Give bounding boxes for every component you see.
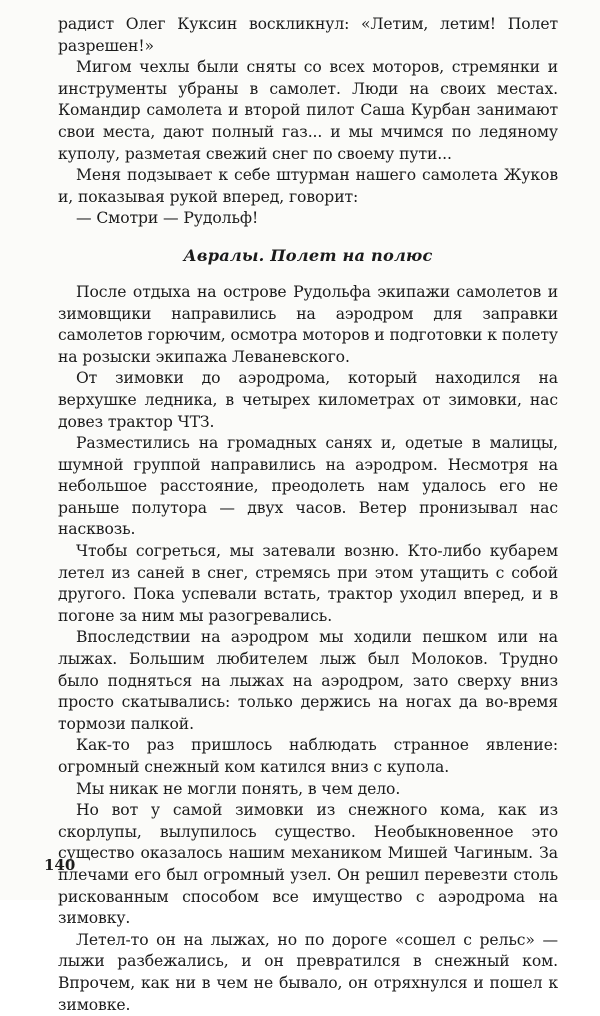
paragraph: От зимовки до аэродрома, который находился на верхушке ледника, в четырех километрах от зимовки, нас довез трактор ЧТЗ. <box>58 369 558 431</box>
section-heading: Авралы. Полет на полюс <box>183 245 433 265</box>
paragraph: Летел-то он на лыжах, но по дороге «сошел с рельс» — лыжи разбежались, и он превратился в снежный ком. Впрочем, как ни в чем не бывало, он отряхнулся и пошел к зимовке. <box>58 930 558 1014</box>
paragraph: Меня подзывает к себе штурман нашего самолета Жуков и, показывая рукой вперед, говорит: <box>58 166 558 206</box>
paragraph: Впоследствии на аэродром мы ходили пешком или на лыжах. Большим любителем лыж был Молоков. Трудно было подняться на лыжах на аэродром, зато сверху вниз просто скатывались: только держись на ногах да во-время тормози палкой. <box>58 628 558 733</box>
page-number: 140 <box>44 856 76 874</box>
paragraph-continued: радист Олег Куксин воскликнул: «Летим, летим! Полет разрешен!» <box>58 15 558 55</box>
paragraph: Мигом чехлы были сняты со всех моторов, стремянки и инструменты убраны в самолет. Люди на своих местах. Командир самолета и второй пилот Саша Курбан занимают свои места, дают полный газ... и мы мчимся по ледяному куполу, разметая свежий снег по своему пути... <box>58 58 558 163</box>
page-text <box>58 14 558 1016</box>
paragraph: Чтобы согреться, мы затевали возню. Кто-либо кубарем летел из саней в снег, стремясь при этом утащить с собой другого. Пока успевали встать, трактор уходил вперед, и в погоне за ним мы разогревались. <box>58 542 558 625</box>
dialog-line: — Смотри — Рудольф! <box>76 209 259 228</box>
paragraph: Но вот у самой зимовки из снежного кома, как из скорлупы, вылупилось существо. Необыкновенное это существо оказалось нашим механиком Мишей Чагиным. За плечами его был огромный узел. Он решил перевезти столь рискованным способом все имущество с аэродрома на зимовку. <box>58 801 558 928</box>
paragraph: После отдыха на острове Рудольфа экипажи самолетов и зимовщики направились на аэродром для заправки самолетов горючим, осмотра моторов и подготовки к полету на розыски экипажа Леваневского. <box>58 282 558 366</box>
paragraph: Разместились на громадных санях и, одетые в малицы, шумной группой направились на аэродром. Несмотря на небольшое расстояние, преодолеть нам удалось его не раньше полутора — двух часов. Ветер пронизывал нас насквозь. <box>58 434 558 539</box>
paragraph: Как-то раз пришлось наблюдать странное явление: огромный снежный ком катился вниз с купола. <box>58 736 558 776</box>
paragraph: Мы никак не могли понять, в чем дело. <box>76 779 401 798</box>
